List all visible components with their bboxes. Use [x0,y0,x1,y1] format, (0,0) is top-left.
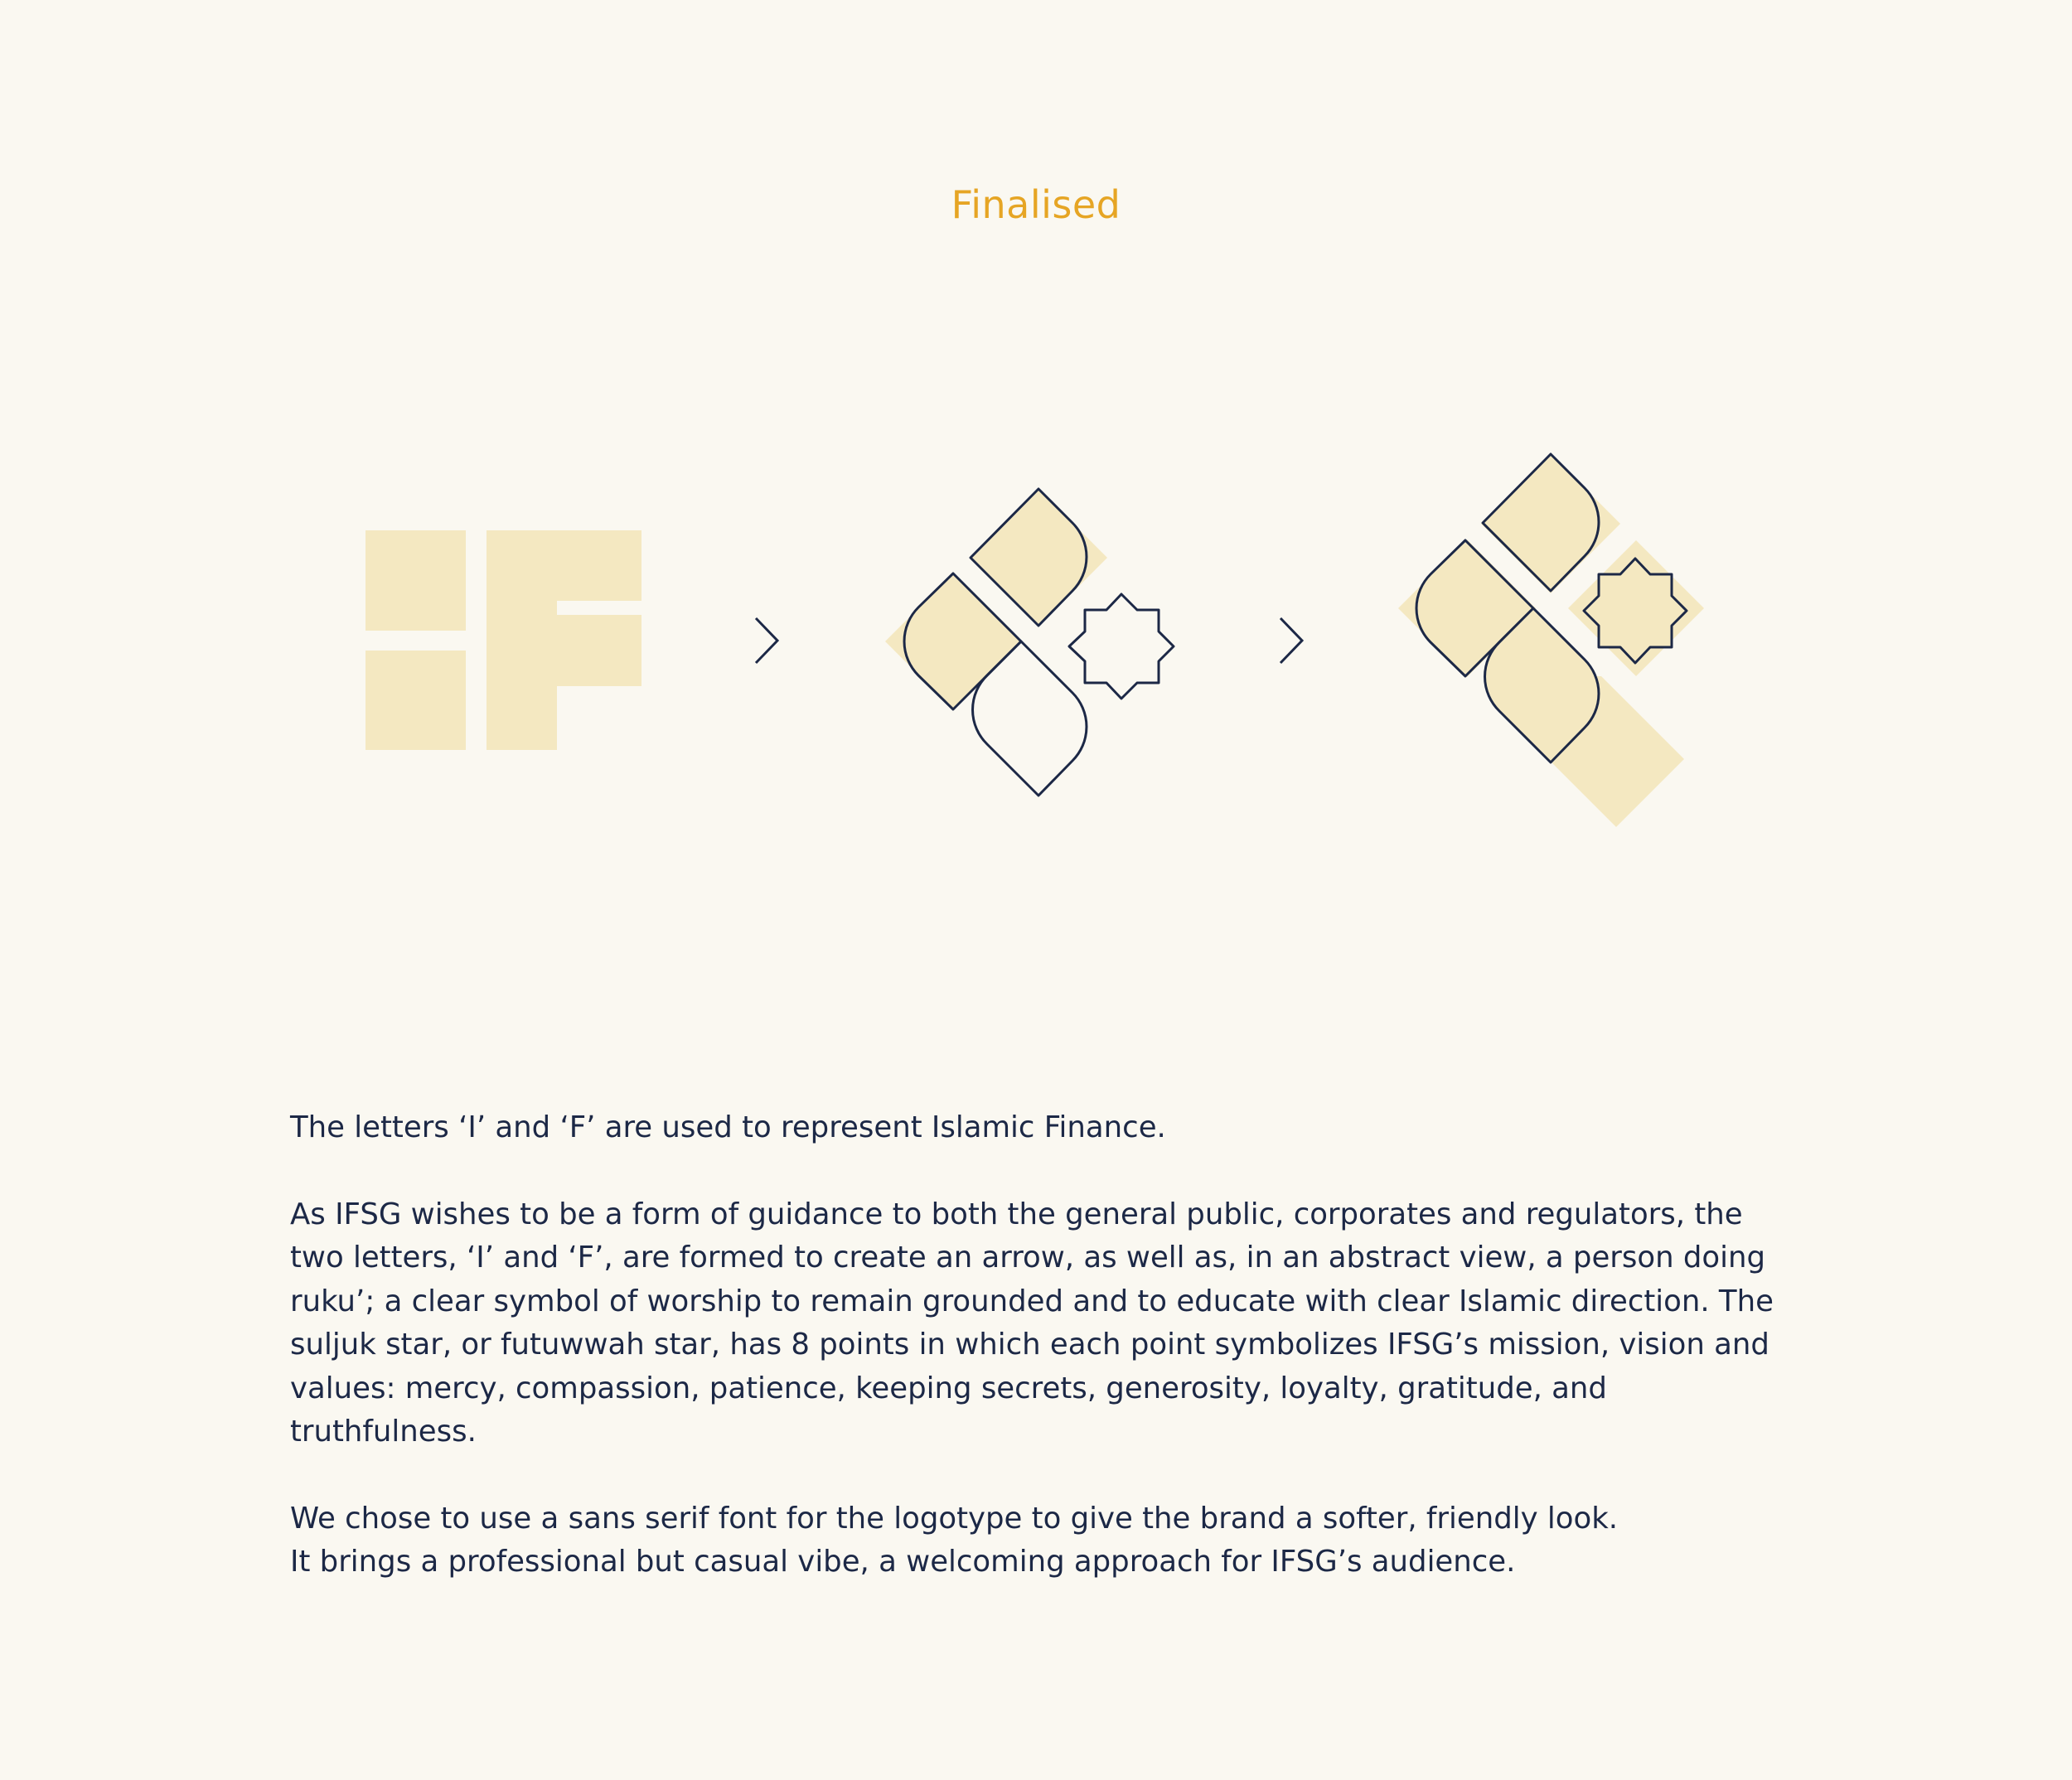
left-petal-outline [904,573,1021,709]
chevron-right-icon [1280,618,1302,663]
upper-petal-outline [971,489,1087,626]
outline-concept [885,489,1174,796]
letters-if-block [366,530,641,750]
paragraph-meaning: As IFSG wishes to be a form of guidance to both the general public, corporates and regulators, the two letters, ‘I’ and ‘F’, are formed to create an arrow, as well as, in an abstract view, a person doing ruku’; a clear symbol of worship to remain grounded and to educate with clear Islamic direction. The suljuk star, or futuwwah star, has 8 points in which each point symbolizes IFSG’s mission, vision and values: mercy, compassion, patience, keeping secrets, generosity, loyalty, gratitude, and truthfulness. [290,1197,1774,1449]
description-text [290,1106,1782,1584]
eight-point-star-outline [1069,594,1174,699]
final-eight-point-star-outline [1584,559,1687,663]
paragraph-typography [290,1497,1782,1584]
letter-i-top-block [366,530,466,631]
final-mark [1398,454,1704,827]
letter-i-bottom-block [366,651,466,750]
typography-line-2: It brings a professional but casual vibe, a welcoming approach for IFSG’s audience. [290,1545,1516,1579]
final-upper-petal-outline [1483,454,1599,591]
chevron-right-icon [756,618,777,663]
typography-line-1: We chose to use a sans serif font for the logotype to give the brand a softer, friendly look. [290,1501,1619,1536]
paragraph-intro: The letters ‘I’ and ‘F’ are used to represent Islamic Finance. [290,1110,1166,1144]
page-title: Finalised [951,182,1121,227]
letter-f-block [487,530,641,750]
